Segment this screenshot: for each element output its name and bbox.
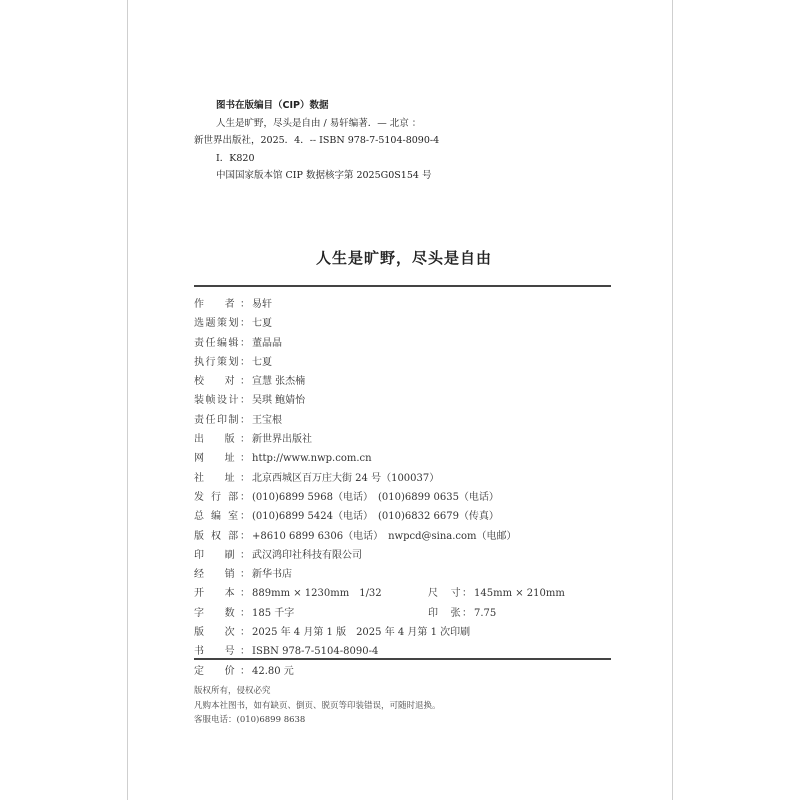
- distribution-label: 发 行 部：: [194, 491, 250, 503]
- edition-label: 版 次：: [194, 627, 250, 639]
- topic-planner-value: 七夏: [252, 318, 272, 330]
- info-row-editor: [194, 334, 614, 353]
- info-row-editorial-office: [194, 507, 614, 526]
- info-row-publisher: [194, 430, 614, 449]
- cip-heading: 图书在版编目（CIP）数据: [216, 100, 329, 111]
- cip-block: [194, 97, 614, 185]
- website-value: http://www.nwp.com.cn: [252, 453, 372, 465]
- footer-notes: [194, 684, 614, 728]
- distribution-value: (010)6899 5968（电话） (010)6899 0635（电话）: [252, 491, 499, 503]
- format-label: 开 本：: [194, 588, 250, 600]
- info-row-website: [194, 449, 614, 468]
- address-label: 社 址：: [194, 472, 250, 484]
- cip-line-title: 人生是旷野，尽头是自由 / 易轩编著．— 北京 ：: [216, 117, 422, 129]
- book-title: 人生是旷野，尽头是自由: [316, 249, 493, 267]
- designer-label: 装帧设计：: [194, 395, 250, 407]
- info-row-designer: [194, 391, 614, 410]
- copyright-dept-value: +8610 6899 6306（电话） nwpcd@sina.com（电邮）: [252, 530, 517, 542]
- editor-value: 董晶晶: [252, 337, 282, 349]
- editorial-office-label: 总 编 室：: [194, 511, 250, 523]
- distributor-value: 新华书店: [252, 569, 292, 581]
- page-edge-right: [672, 0, 673, 800]
- topic-planner-label: 选题策划：: [194, 318, 250, 330]
- author-label: 作 者：: [194, 299, 250, 310]
- divider-bottom: [194, 658, 611, 660]
- info-row-wordcount-sheets: [194, 604, 614, 623]
- info-row-exec-planner: [194, 353, 614, 372]
- edition-value: 2025 年 4 月第 1 版 2025 年 4 月第 1 次印刷: [252, 627, 471, 639]
- info-row-price: [194, 662, 614, 681]
- info-row-format-size: [194, 584, 614, 603]
- publisher-value: 新世界出版社: [252, 434, 312, 446]
- size-label: 尺 寸：: [428, 588, 472, 600]
- copyright-dept-label: 版 权 部：: [194, 530, 250, 542]
- address-value: 北京西城区百万庄大街 24 号（100037）: [252, 472, 440, 484]
- print-supervisor-label: 责任印制：: [194, 414, 250, 426]
- distributor-label: 经 销：: [194, 569, 250, 581]
- size-value: 145mm × 210mm: [474, 588, 565, 600]
- info-row-edition: [194, 623, 614, 642]
- author-value: 易轩: [252, 299, 272, 310]
- printer-value: 武汉鸿印社科技有限公司: [252, 549, 362, 561]
- cip-line-publisher: 新世界出版社，2025．4．-- ISBN 978-7-5104-8090-4: [194, 135, 440, 146]
- info-row-copyright-dept: [194, 527, 614, 546]
- info-row-author: [194, 295, 614, 314]
- format-value: 889mm × 1230mm 1/32: [252, 588, 382, 600]
- price-label: 定 价：: [194, 665, 250, 677]
- info-row-topic-planner: [194, 314, 614, 333]
- info-row-printer: [194, 546, 614, 565]
- page-edge-left: [127, 0, 128, 800]
- info-row-address: [194, 469, 614, 488]
- isbn-value: ISBN 978-7-5104-8090-4: [252, 646, 379, 658]
- cip-line-record-number: 中国国家版本馆 CIP 数据核字第 2025G0S154 号: [216, 170, 432, 181]
- publisher-label: 出 版：: [194, 434, 250, 446]
- sheets-label: 印 张：: [428, 607, 472, 619]
- proofreader-label: 校 对：: [194, 376, 250, 388]
- divider-top: [194, 285, 611, 287]
- info-row-distributor: [194, 565, 614, 584]
- editor-label: 责任编辑：: [194, 337, 250, 349]
- info-row-distribution: [194, 488, 614, 507]
- publication-info: [194, 295, 614, 681]
- print-supervisor-value: 王宝根: [252, 414, 282, 426]
- customer-service-phone: 客服电话：(010)6899 8638: [194, 715, 306, 725]
- info-row-proofreader: [194, 372, 614, 391]
- editorial-office-value: (010)6899 5424（电话） (010)6832 6679（传真）: [252, 511, 499, 523]
- price-value: 42.80 元: [252, 665, 294, 677]
- isbn-label: 书 号：: [194, 646, 250, 658]
- exec-planner-value: 七夏: [252, 356, 272, 368]
- cip-line-classification: Ⅰ．K820: [216, 152, 255, 164]
- copyright-notice: 版权所有，侵权必究: [194, 686, 271, 696]
- word-count-value: 185 千字: [252, 607, 295, 619]
- word-count-label: 字 数：: [194, 607, 250, 619]
- printer-label: 印 刷：: [194, 549, 250, 561]
- proofreader-value: 宣慧 张杰楠: [252, 376, 306, 388]
- website-label: 网 址：: [194, 453, 250, 465]
- exec-planner-label: 执行策划：: [194, 356, 250, 368]
- return-policy-notice: 凡购本社图书，如有缺页、倒页、脱页等印装错误，可随时退换。: [194, 700, 441, 711]
- info-row-print-supervisor: [194, 411, 614, 430]
- designer-value: 吴琪 鲍婧怡: [252, 395, 306, 407]
- sheets-value: 7.75: [474, 607, 497, 619]
